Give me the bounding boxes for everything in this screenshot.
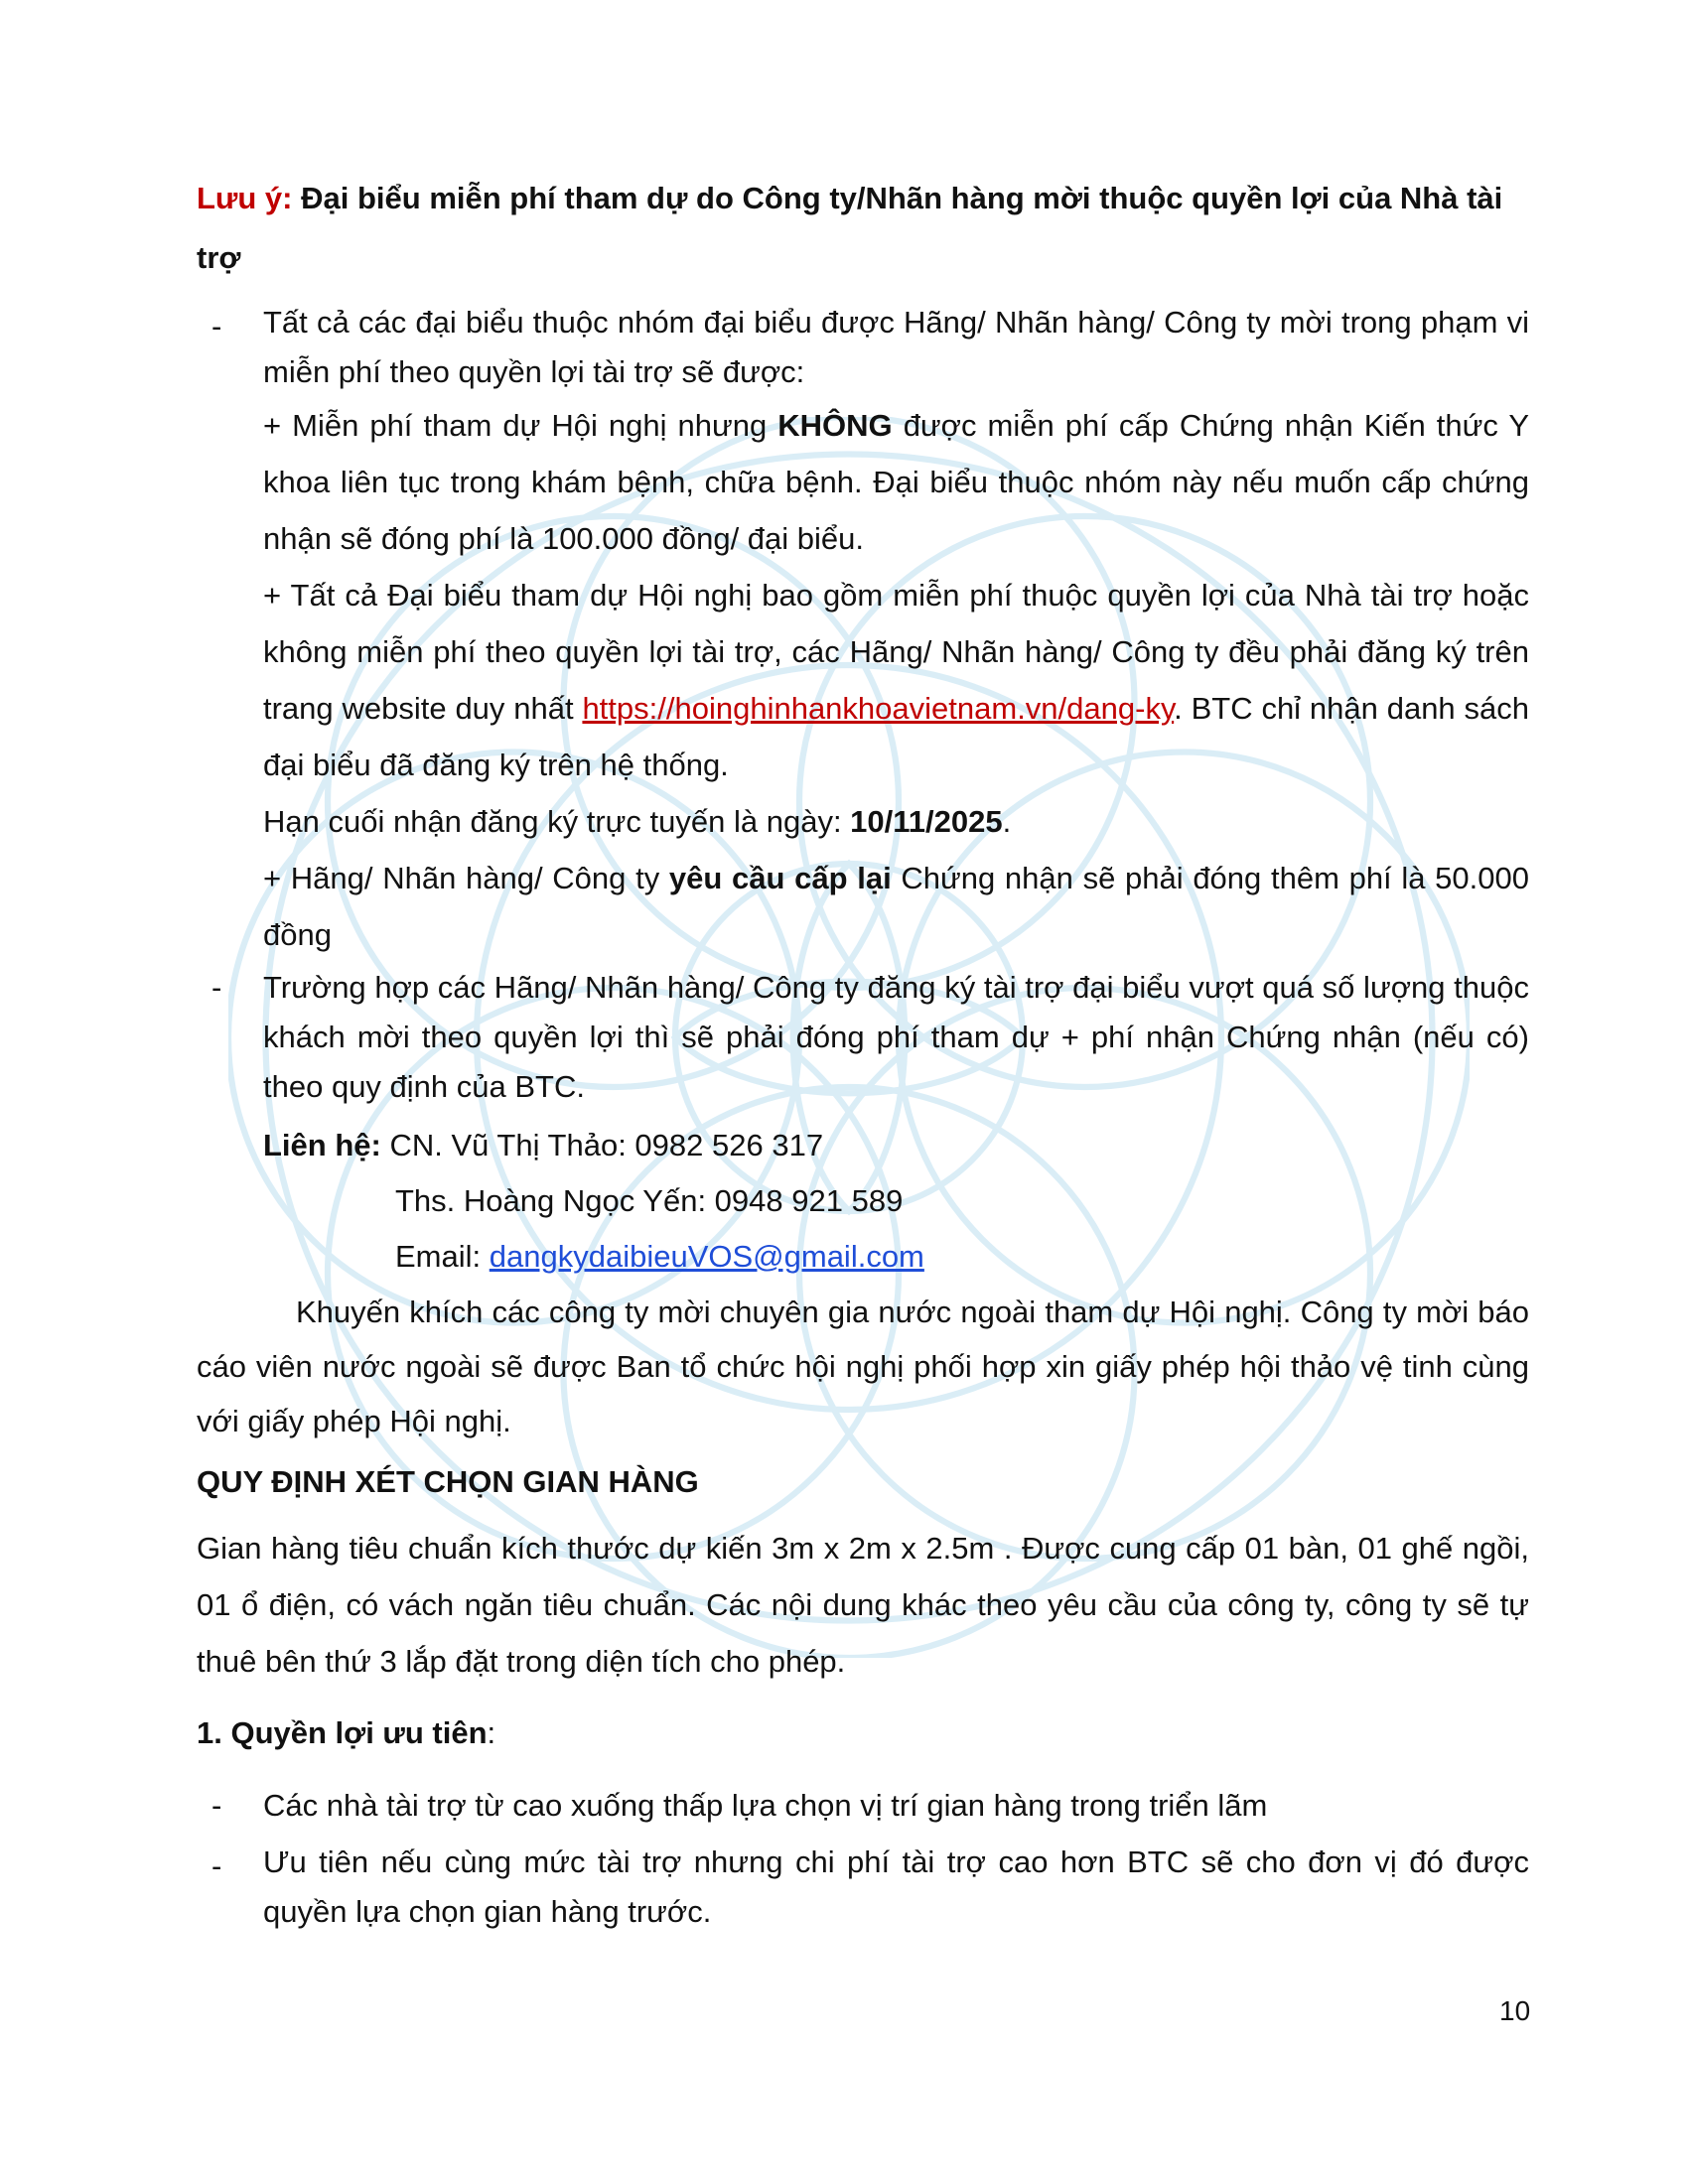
contact-line-1 xyxy=(197,1118,1529,1173)
bullet-item-exceed-quota xyxy=(197,963,1529,1112)
text-segment: được miễn phí cấp Chứng nhận Kiến thức Y khoa liên tục trong khám bệnh, chữa bệnh. Đại biểu thuộc nhóm này nếu muốn cấp chứng nhận sẽ đóng phí là 100.000 đồng/ đại biểu. xyxy=(263,408,1530,556)
page-number: 10 xyxy=(1499,1995,1531,2026)
email-link[interactable]: dangkydaibieuVOS@gmail.com xyxy=(489,1239,924,1274)
registration-link[interactable]: https://hoinghinhankhoavietnam.vn/dang-ky xyxy=(582,691,1175,726)
text-segment: . xyxy=(1002,804,1012,839)
text-segment: + Miễn phí tham dự Hội nghị nhưng xyxy=(263,408,778,443)
bullet-intro: Tất cả các đại biểu thuộc nhóm đại biểu được Hãng/ Nhãn hàng/ Công ty mời trong phạm vi miễn phí theo quyền lợi tài trợ sẽ được: xyxy=(263,305,1529,389)
note-title-text: Đại biểu miễn phí tham dự do Công ty/Nhãn hàng mời thuộc quyền lợi của Nhà tài trợ xyxy=(197,181,1503,275)
text-segment: + Hãng/ Nhãn hàng/ Công ty xyxy=(263,861,669,895)
contact-email-line xyxy=(197,1229,1529,1285)
text-segment: Hạn cuối nhận đăng ký trực tuyến là ngày: xyxy=(263,804,851,839)
priority-item-text: Ưu tiên nếu cùng mức tài trợ nhưng chi phí tài trợ cao hơn BTC sẽ cho đơn vị đó được quyền lựa chọn gian hàng trước. xyxy=(263,1844,1529,1929)
priority-heading-colon: : xyxy=(487,1715,496,1750)
section-heading-booth: QUY ĐỊNH XÉT CHỌN GIAN HÀNG xyxy=(197,1464,699,1499)
email-label: Email: xyxy=(395,1239,490,1274)
dash-marker: - xyxy=(211,1788,222,1823)
registration-deadline xyxy=(263,793,1529,850)
priority-item xyxy=(197,1838,1529,1937)
bold-text: yêu cầu cấp lại xyxy=(668,861,892,895)
priority-heading-text: 1. Quyền lợi ưu tiên xyxy=(197,1715,488,1750)
bold-text: KHÔNG xyxy=(777,408,893,443)
text-segment: Chứng nhận sẽ phải đóng thêm phí là 50.000 đồng xyxy=(263,861,1529,952)
note-label: Lưu ý: xyxy=(197,181,293,215)
sub-point-free-attendance xyxy=(263,397,1529,567)
dash-marker: - xyxy=(211,970,222,1005)
priority-item-text: Các nhà tài trợ từ cao xuống thấp lựa chọn vị trí gian hàng trong triển lãm xyxy=(263,1788,1268,1823)
bullet-text: Trường hợp các Hãng/ Nhãn hàng/ Công ty đăng ký tài trợ đại biểu vượt quá số lượng thuộc khách mời theo quyền lợi thì sẽ phải đóng phí tham dự + phí nhận Chứng nhận (nếu có) theo quy định của BTC. xyxy=(263,970,1529,1104)
booth-description: Gian hàng tiêu chuẩn kích thước dự kiến 3m x 2m x 2.5m . Được cung cấp 01 bàn, 01 ghế ngồi, 01 ổ điện, có vách ngăn tiêu chuẩn. Các nội dung khác theo yêu cầu của công ty, công ty sẽ tự thuê bên thứ 3 lắp đặt trong diện tích cho phép. xyxy=(197,1531,1529,1679)
contact-person-2: Ths. Hoàng Ngọc Yến: 0948 921 589 xyxy=(395,1183,904,1218)
contact-person-1: CN. Vũ Thị Thảo: 0982 526 317 xyxy=(380,1128,824,1162)
sub-point-registration xyxy=(263,567,1529,793)
dash-marker: - xyxy=(211,309,222,343)
note-title xyxy=(197,169,1517,288)
deadline-date: 10/11/2025 xyxy=(850,804,1003,839)
text-segment: + Tất cả Đại biểu tham dự Hội nghị bao gồm miễn phí thuộc quyền lợi của Nhà tài trợ hoặc không miễn phí theo quyền lợi tài trợ, các Hãng/ Nhãn hàng/ Công ty đều phải đăng ký trên trang website duy nhất xyxy=(263,578,1529,726)
priority-item xyxy=(197,1777,1529,1834)
priority-heading xyxy=(197,1704,1529,1763)
encourage-paragraph: Khuyến khích các công ty mời chuyên gia nước ngoài tham dự Hội nghị. Công ty mời báo cáo viên nước ngoài sẽ được Ban tổ chức hội nghị phối hợp xin giấy phép hội thảo vệ tinh cùng với giấy phép Hội nghị. xyxy=(197,1295,1529,1438)
contact-label: Liên hệ: xyxy=(263,1128,381,1162)
document-page xyxy=(197,169,1529,1937)
bullet-item-free-delegates xyxy=(197,298,1529,963)
sub-point-reissue xyxy=(263,850,1529,963)
text-segment: . BTC chỉ nhận danh sách đại biểu đã đăng ký trên hệ thống. xyxy=(263,691,1529,782)
dash-marker: - xyxy=(211,1848,222,1883)
